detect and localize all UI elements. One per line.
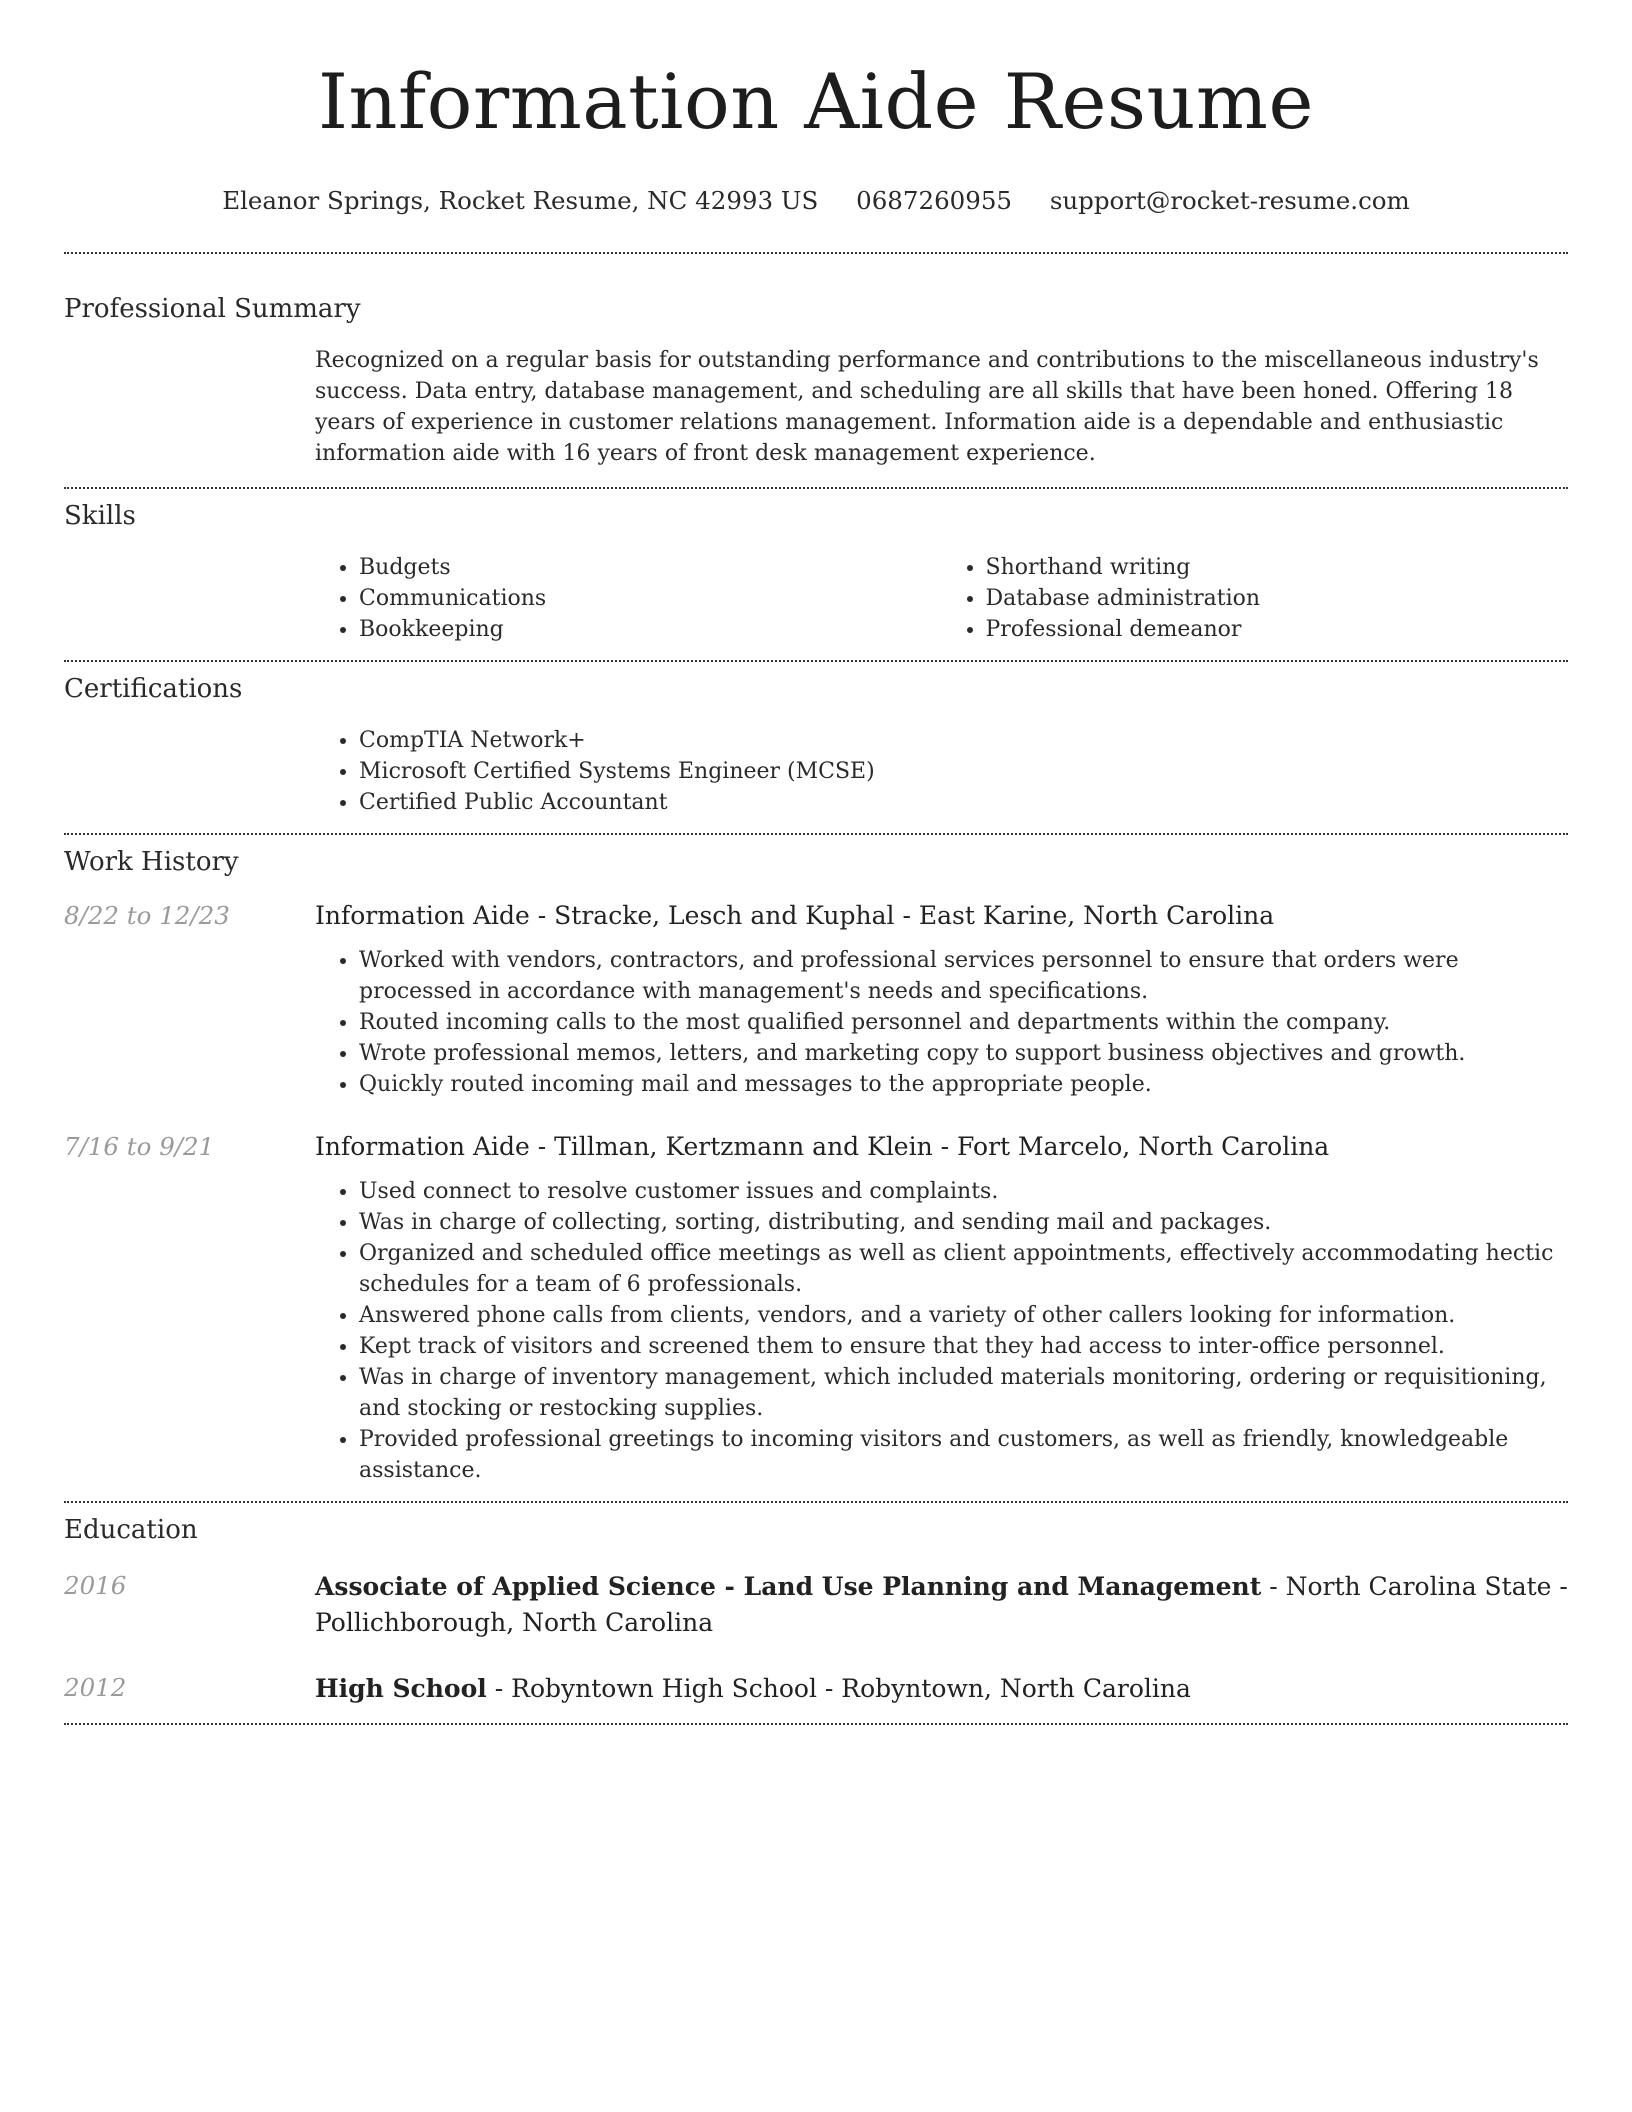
list-item: • Microsoft Certified Systems Engineer (MCSE) <box>359 756 1568 787</box>
list-item: • Kept track of visitors and screened them to ensure that they had access to inter-office personnel. <box>359 1331 1568 1362</box>
skills-section <box>64 489 1568 660</box>
summary-section <box>64 254 1568 487</box>
list-item: • Was in charge of collecting, sorting, distributing, and sending mail and packages. <box>359 1207 1568 1238</box>
summary-heading: Professional Summary <box>64 294 361 324</box>
education-title <box>315 1569 1568 1641</box>
education-heading: Education <box>64 1515 198 1545</box>
address-text: Eleanor Springs, Rocket Resume, NC 42993 US <box>222 186 819 215</box>
education-school: - North Carolina State - Pollichborough, North Carolina <box>315 1572 1568 1637</box>
job-title <box>315 1130 1568 1164</box>
list-item: • Worked with vendors, contractors, and professional services personnel to ensure that orders were processed in accordance with management's needs and specifications. <box>359 945 1568 1007</box>
education-degree: Associate of Applied Science - Land Use Planning and Management <box>315 1572 1262 1601</box>
certifications-heading: Certifications <box>64 674 243 704</box>
divider <box>64 1723 1568 1725</box>
list-item: • Answered phone calls from clients, vendors, and a variety of other callers looking for information. <box>359 1300 1568 1331</box>
summary-text: Recognized on a regular basis for outstanding performance and contributions to the miscellaneous industry's success. Data entry, database management, and scheduling are all skills that have been honed. Offering 18 years of experience in customer relations management. Information aide is a dependable and enthusiastic information aide with 16 years of front desk management experience. <box>315 348 1539 466</box>
skills-spacer <box>64 552 315 645</box>
list-item: • Quickly routed incoming mail and messages to the appropriate people. <box>359 1069 1568 1100</box>
education-year: 2012 <box>64 1673 127 1702</box>
education-title <box>315 1671 1568 1707</box>
page-title: Information Aide Resume <box>318 57 1314 146</box>
phone-text: 0687260955 <box>856 186 1013 215</box>
email-link[interactable]: support@rocket-resume.com <box>1049 186 1410 215</box>
list-item: • Certified Public Accountant <box>359 787 1568 818</box>
job-dates: 7/16 to 9/21 <box>64 1132 215 1161</box>
list-item: • Professional demeanor <box>986 614 1569 645</box>
education-entry <box>64 1569 1568 1641</box>
list-item: • Wrote professional memos, letters, and marketing copy to support business objectives and growth. <box>359 1038 1568 1069</box>
summary-spacer <box>64 345 315 469</box>
list-item: • Budgets <box>359 552 942 583</box>
job-bullets <box>315 1176 1568 1486</box>
education-degree: High School <box>315 1674 487 1703</box>
skills-list-left <box>315 552 942 645</box>
job-employer: - Stracke, Lesch and Kuphal - East Karine, North Carolina <box>529 901 1275 930</box>
job-entry <box>64 1130 1568 1486</box>
skills-list-right <box>942 552 1569 645</box>
education-entry <box>64 1671 1568 1707</box>
job-role: Information Aide <box>315 901 530 930</box>
contact-line <box>64 184 1568 218</box>
certifications-section <box>64 662 1568 833</box>
job-role: Information Aide <box>315 1132 530 1161</box>
work-history-heading: Work History <box>64 847 239 877</box>
list-item: • Provided professional greetings to incoming visitors and customers, as well as friendly, knowledgeable assistance. <box>359 1424 1568 1486</box>
list-item: • Used connect to resolve customer issues and complaints. <box>359 1176 1568 1207</box>
skills-heading: Skills <box>64 501 136 531</box>
education-section <box>64 1503 1568 1723</box>
job-entry <box>64 899 1568 1100</box>
skills-grid <box>315 552 1568 645</box>
job-employer: - Tillman, Kertzmann and Klein - Fort Marcelo, North Carolina <box>529 1132 1330 1161</box>
list-item: • CompTIA Network+ <box>359 725 1568 756</box>
education-school: - Robyntown High School - Robyntown, North Carolina <box>486 1674 1191 1703</box>
list-item: • Bookkeeping <box>359 614 942 645</box>
work-history-section <box>64 835 1568 1501</box>
job-title <box>315 899 1568 933</box>
list-item: • Database administration <box>986 583 1569 614</box>
list-item: • Shorthand writing <box>986 552 1569 583</box>
education-year: 2016 <box>64 1571 127 1600</box>
list-item: • Routed incoming calls to the most qualified personnel and departments within the company. <box>359 1007 1568 1038</box>
job-dates: 8/22 to 12/23 <box>64 901 230 930</box>
list-item: • Was in charge of inventory management, which included materials monitoring, ordering or requisitioning, and stocking or restocking supplies. <box>359 1362 1568 1424</box>
job-bullets <box>315 945 1568 1100</box>
list-item: • Communications <box>359 583 942 614</box>
certifications-list <box>315 725 1568 818</box>
certifications-spacer <box>64 725 315 818</box>
list-item: • Organized and scheduled office meetings as well as client appointments, effectively accommodating hectic schedules for a team of 6 professionals. <box>359 1238 1568 1300</box>
